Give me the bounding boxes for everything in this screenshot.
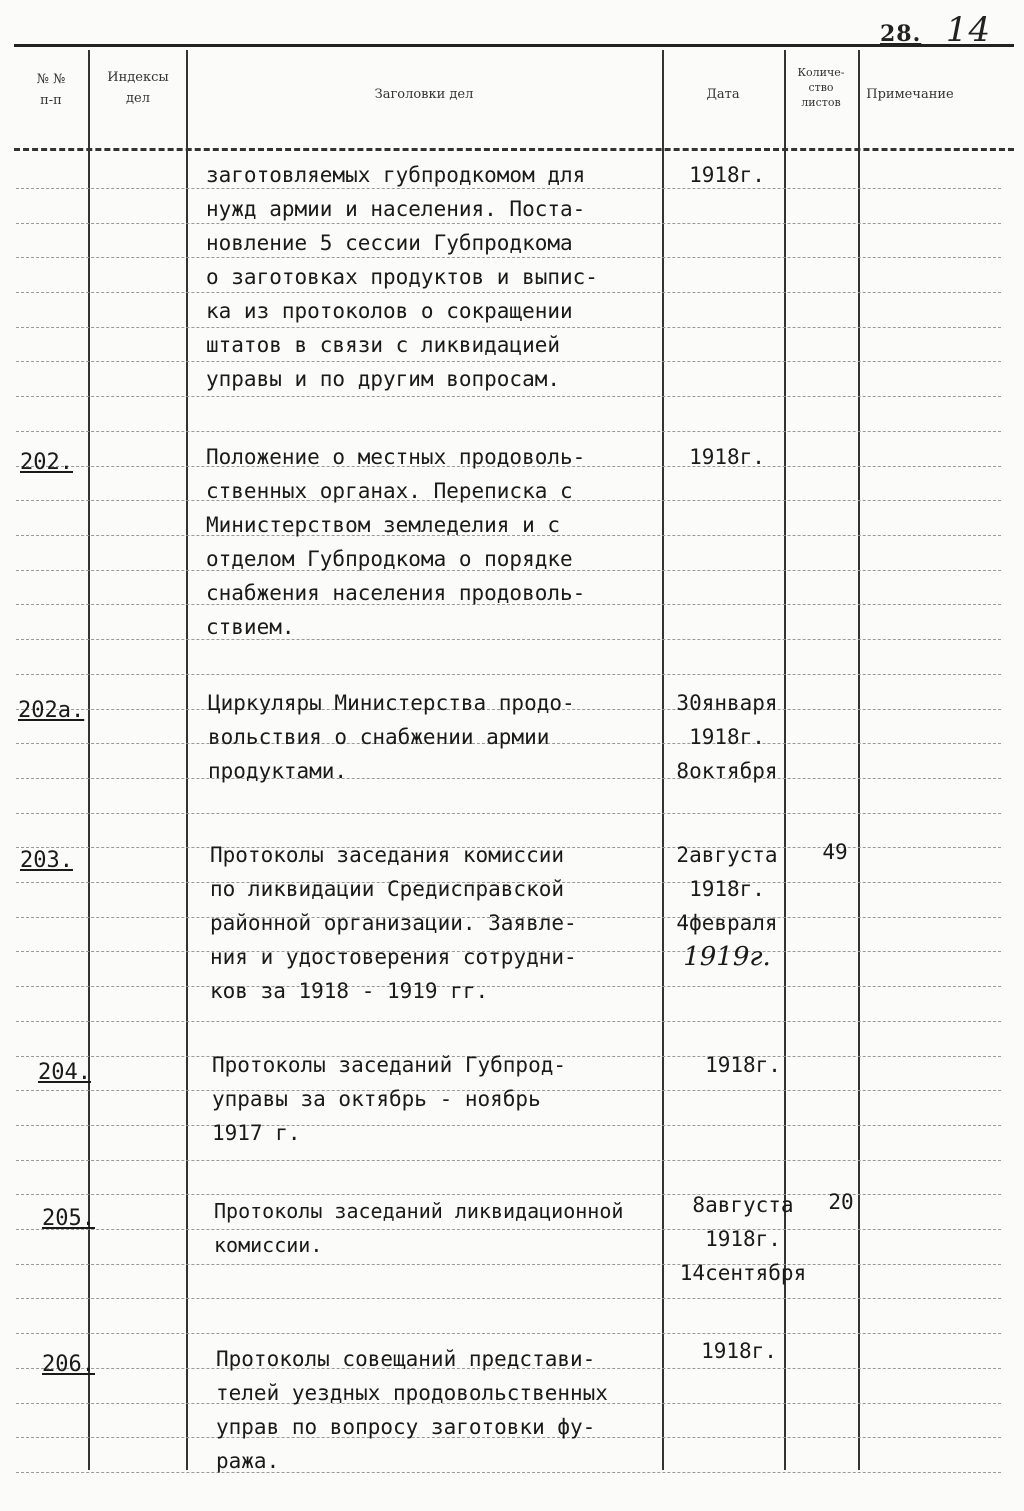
text-line: 1917 г. [212, 1121, 301, 1145]
entry-title [210, 838, 577, 1008]
text-line: снабжения населения продоволь- [206, 581, 586, 605]
entry-date [652, 158, 802, 192]
text-line: 30января [676, 691, 778, 715]
column-divider [858, 50, 860, 1470]
text-line: районной организации. Заявле- [210, 911, 577, 935]
table-top-rule [14, 44, 1014, 47]
entry-number: 202. [20, 450, 73, 475]
text-line: 1918г. [689, 877, 765, 901]
text-line: 1919г. [683, 942, 771, 972]
text-line: 1918г. [689, 163, 765, 187]
entry-title [206, 158, 598, 396]
entry-date [668, 1188, 818, 1290]
text-line: по ликвидации Средисправской [210, 877, 565, 901]
text-line: 8октября [676, 759, 778, 783]
entry-sheets: 49 [822, 840, 848, 864]
entry-date [664, 1334, 814, 1368]
text-line: ственных органах. Переписка с [206, 479, 573, 503]
text-line: нужд армии и населения. Поста- [206, 197, 586, 221]
text-line: Циркуляры Министерства продо- [208, 691, 575, 715]
text-line: Положение о местных продоволь- [206, 445, 586, 469]
header-date: Дата [706, 87, 740, 102]
entry-sheets: 20 [828, 1190, 854, 1214]
page-number-handwritten: 14 [945, 10, 992, 50]
guide-line [16, 674, 1001, 675]
guide-line [16, 1298, 1001, 1299]
header-sheets: Количе- ство листов [797, 66, 845, 109]
text-line: вольствия о снабжении армии [208, 725, 550, 749]
entry-number: 205. [42, 1206, 95, 1231]
text-line: 1918г. [701, 1339, 777, 1363]
guide-line [16, 431, 1001, 432]
header-bottom-rule [14, 148, 1014, 151]
text-line: Протоколы заседания комиссии [210, 843, 565, 867]
entry-title [216, 1342, 608, 1478]
header-number: № № п-п [36, 72, 66, 108]
text-line: 4февраля [676, 911, 778, 935]
guide-line [16, 1264, 1001, 1265]
text-line: ка из протоколов о сокращении [206, 299, 573, 323]
text-line: ствием. [206, 615, 295, 639]
entry-date [652, 686, 802, 788]
entry-title [206, 440, 585, 644]
text-line: о заготовках продуктов и выпис- [206, 265, 598, 289]
text-line: 1918г. [705, 1053, 781, 1077]
text-line: комиссии. [214, 1233, 323, 1257]
text-line: 1918г. [689, 725, 765, 749]
text-line: штатов в связи с ликвидацией [206, 333, 561, 357]
entry-date [652, 838, 802, 974]
text-line: управы за октябрь - ноябрь [212, 1087, 541, 1111]
entry-date [668, 1048, 818, 1082]
entry-title [208, 686, 575, 788]
text-line: заготовляемых губпродкомом для [206, 163, 586, 187]
text-line: ния и удостоверения сотрудни- [210, 945, 577, 969]
column-divider [186, 50, 188, 1470]
entry-number: 206. [42, 1352, 95, 1377]
text-line: Протоколы совещаний представи- [216, 1347, 596, 1371]
text-line: ража. [216, 1449, 280, 1473]
entry-date [652, 440, 802, 474]
page-number-typed: 28. [880, 21, 922, 47]
header-notes: Примечание [866, 87, 954, 102]
entry-number: 203. [20, 848, 73, 873]
text-line: отделом Губпродкома о порядке [206, 547, 573, 571]
entry-number: 202а. [18, 698, 85, 723]
text-line: продуктами. [208, 759, 348, 783]
text-line: новление 5 сессии Губпродкома [206, 231, 573, 255]
text-line: 1918г. [689, 445, 765, 469]
text-line: управ по вопросу заготовки фу- [216, 1415, 596, 1439]
text-line: 1918г. [705, 1227, 781, 1251]
text-line: 8августа [692, 1193, 794, 1217]
text-line: 14сентября [679, 1261, 807, 1285]
guide-line [16, 1021, 1001, 1022]
text-line: управы и по другим вопросам. [206, 367, 561, 391]
entry-title [212, 1048, 566, 1150]
text-line: Протоколы заседаний Губпрод- [212, 1053, 567, 1077]
text-line: Министерством земледелия и с [206, 513, 561, 537]
guide-line [16, 813, 1001, 814]
header-titles: Заголовки дел [374, 87, 474, 102]
entry-title [214, 1194, 623, 1262]
text-line: ков за 1918 - 1919 гг. [210, 979, 489, 1003]
text-line: 2августа [676, 843, 778, 867]
text-line: телей уездных продовольственных [216, 1381, 608, 1405]
header-indexes: Индексы дел [107, 70, 169, 106]
guide-line [16, 1333, 1001, 1334]
column-divider [88, 50, 90, 1470]
text-line: Протоколы заседаний ликвидационной [214, 1199, 624, 1223]
guide-line [16, 396, 1001, 397]
guide-line [16, 1160, 1001, 1161]
entry-number: 204. [38, 1060, 91, 1085]
